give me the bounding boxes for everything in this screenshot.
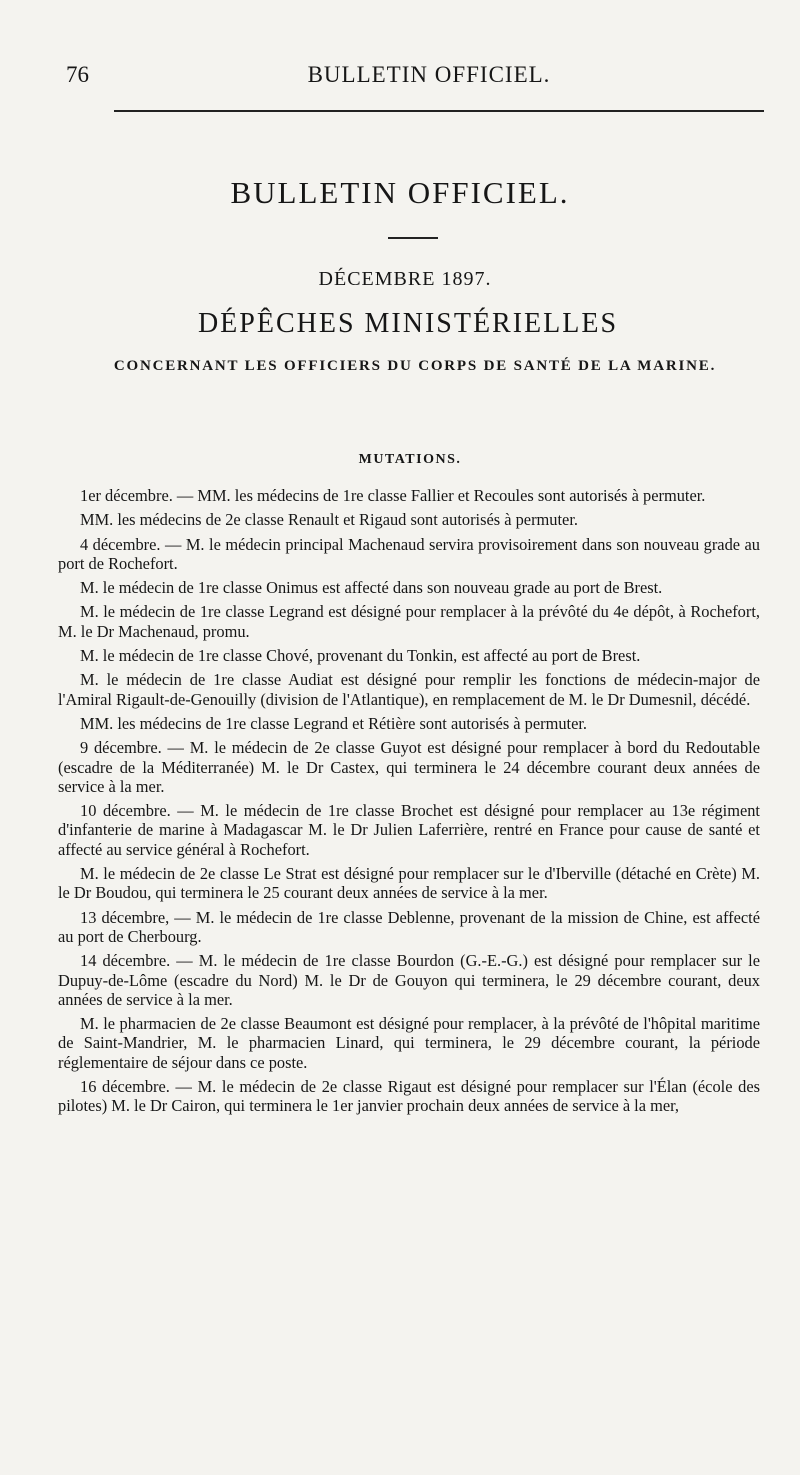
running-title: BULLETIN OFFICIEL. — [307, 62, 551, 87]
section-subtitle: CONCERNANT LES OFFICIERS DU CORPS DE SANTÉ DE LA MARINE. — [113, 358, 717, 374]
paragraph: 9 décembre. — M. le médecin de 2e classe Guyot est désigné pour remplacer à bord du Redoutable (escadre de la Méditerranée) M. le Dr Castex, qui terminera le 24 décembre courant deux années de service à la mer. — [58, 738, 760, 796]
section-title: DÉPÊCHES MINISTÉRIELLES — [197, 308, 619, 339]
paragraph: M. le médecin de 1re classe Chové, provenant du Tonkin, est affecté au port de Brest. — [80, 646, 641, 666]
paragraph: M. le médecin de 2e classe Le Strat est désigné pour remplacer sur le d'Iberville (détaché en Crète) M. le Dr Boudou, qui terminera le 25 courant deux années de service à la mer. — [58, 864, 760, 903]
issue-date: DÉCEMBRE 1897. — [318, 268, 492, 290]
running-header — [58, 60, 760, 92]
paragraph: M. le médecin de 1re classe Legrand est désigné pour remplacer à la prévôté du 4e dépôt, à Rochefort, M. le Dr Machenaud, promu. — [58, 602, 760, 641]
paragraph: M. le médecin de 1re classe Audiat est désigné pour remplir les fonctions de médecin-major de l'Amiral Rigault-de-Genouilly (division de l'Atlantique), en remplacement de M. le Dr Dumesnil, décédé. — [58, 670, 760, 709]
page-number: 76 — [66, 62, 89, 87]
paragraph: M. le médecin de 1re classe Onimus est affecté dans son nouveau grade au port de Brest. — [80, 578, 663, 598]
paragraph: 1er décembre. — MM. les médecins de 1re classe Fallier et Recoules sont autorisés à permuter. — [80, 486, 706, 505]
header-rule — [114, 110, 764, 112]
paragraph: 4 décembre. — M. le médecin principal Machenaud servira provisoirement dans son nouveau grade au port de Rochefort. — [58, 534, 760, 573]
paragraph: MM. les médecins de 1re classe Legrand et Rétière sont autorisés à permuter. — [80, 713, 588, 733]
paragraph: M. le pharmacien de 2e classe Beaumont est désigné pour remplacer, à la prévôté de l'hôpital maritime de Saint-Mandrier, M. le pharmacien Linard, qui terminera, le 29 décembre courant, la période réglementaire de séjour dans ce poste. — [58, 1014, 760, 1072]
paragraph: 13 décembre, — M. le médecin de 1re classe Deblenne, provenant de la mission de Chine, est affecté au port de Cherbourg. — [58, 907, 760, 946]
paragraph: MM. les médecins de 2e classe Renault et Rigaud sont autorisés à permuter. — [80, 510, 578, 530]
bulletin-title: BULLETIN OFFICIEL. — [230, 175, 570, 210]
paragraph: 14 décembre. — M. le médecin de 1re classe Bourdon (G.-E.-G.) est désigné pour remplacer sur le Dupuy-de-Lôme (escadre du Nord) M. le Dr de Gouyon qui terminera, le 29 décembre courant, deux années de service à la mer. — [58, 951, 760, 1009]
paragraph: 10 décembre. — M. le médecin de 1re classe Brochet est désigné pour remplacer au 13e régiment d'infanterie de marine à Madagascar M. le Dr Julien Laferrière, rentré en France pour cause de santé et affecté au service général à Rochefort. — [58, 801, 760, 859]
mutations-body — [58, 486, 760, 1121]
paragraph: 16 décembre. — M. le médecin de 2e classe Rigaut est désigné pour remplacer sur l'Élan (école des pilotes) M. le Dr Cairon, qui terminera le 1er janvier prochain deux années de service à la mer, — [58, 1077, 760, 1116]
mutations-heading: MUTATIONS. — [358, 452, 462, 467]
title-divider — [388, 237, 438, 239]
